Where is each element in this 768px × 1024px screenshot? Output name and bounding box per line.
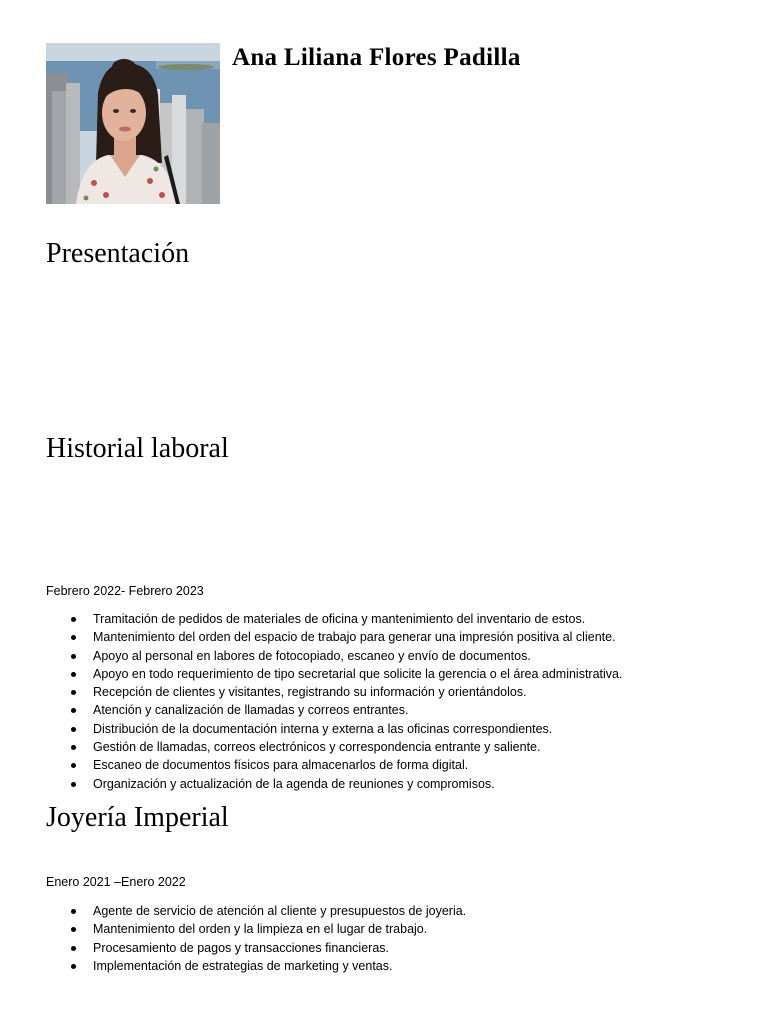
work-history-heading: Historial laboral bbox=[46, 433, 229, 464]
presentation-heading: Presentación bbox=[46, 238, 190, 269]
list-item: Escaneo de documentos físicos para almacenarlos de forma digital. bbox=[46, 756, 622, 774]
job-2-duties-list bbox=[46, 902, 466, 975]
list-item: Procesamiento de pagos y transacciones financieras. bbox=[46, 939, 466, 957]
job-1-duties-list bbox=[46, 610, 622, 793]
profile-photo bbox=[46, 43, 220, 204]
list-item: Distribución de la documentación interna y externa a las oficinas correspondientes. bbox=[46, 720, 622, 738]
job-1-dates: Febrero 2022- Febrero 2023 bbox=[46, 584, 204, 598]
list-item: Apoyo al personal en labores de fotocopiado, escaneo y envío de documentos. bbox=[46, 647, 622, 665]
list-item: Mantenimiento del orden del espacio de trabajo para generar una impresión positiva al cliente. bbox=[46, 628, 622, 646]
candidate-name: Ana Liliana Flores Padilla bbox=[232, 44, 521, 71]
list-item: Recepción de clientes y visitantes, registrando su información y orientándolos. bbox=[46, 683, 622, 701]
list-item: Agente de servicio de atención al cliente y presupuestos de joyeria. bbox=[46, 902, 466, 920]
company-heading: Joyería Imperial bbox=[46, 802, 229, 833]
list-item: Atención y canalización de llamadas y correos entrantes. bbox=[46, 701, 622, 719]
list-item: Apoyo en todo requerimiento de tipo secretarial que solicite la gerencia o el área administrativa. bbox=[46, 665, 622, 683]
list-item: Gestión de llamadas, correos electrónicos y correspondencia entrante y saliente. bbox=[46, 738, 622, 756]
list-item: Mantenimiento del orden y la limpieza en el lugar de trabajo. bbox=[46, 920, 466, 938]
list-item: Organización y actualización de la agenda de reuniones y compromisos. bbox=[46, 775, 622, 793]
job-2-dates: Enero 2021 –Enero 2022 bbox=[46, 875, 186, 889]
list-item: Tramitación de pedidos de materiales de oficina y mantenimiento del inventario de estos. bbox=[46, 610, 622, 628]
list-item: Implementación de estrategias de marketing y ventas. bbox=[46, 957, 466, 975]
